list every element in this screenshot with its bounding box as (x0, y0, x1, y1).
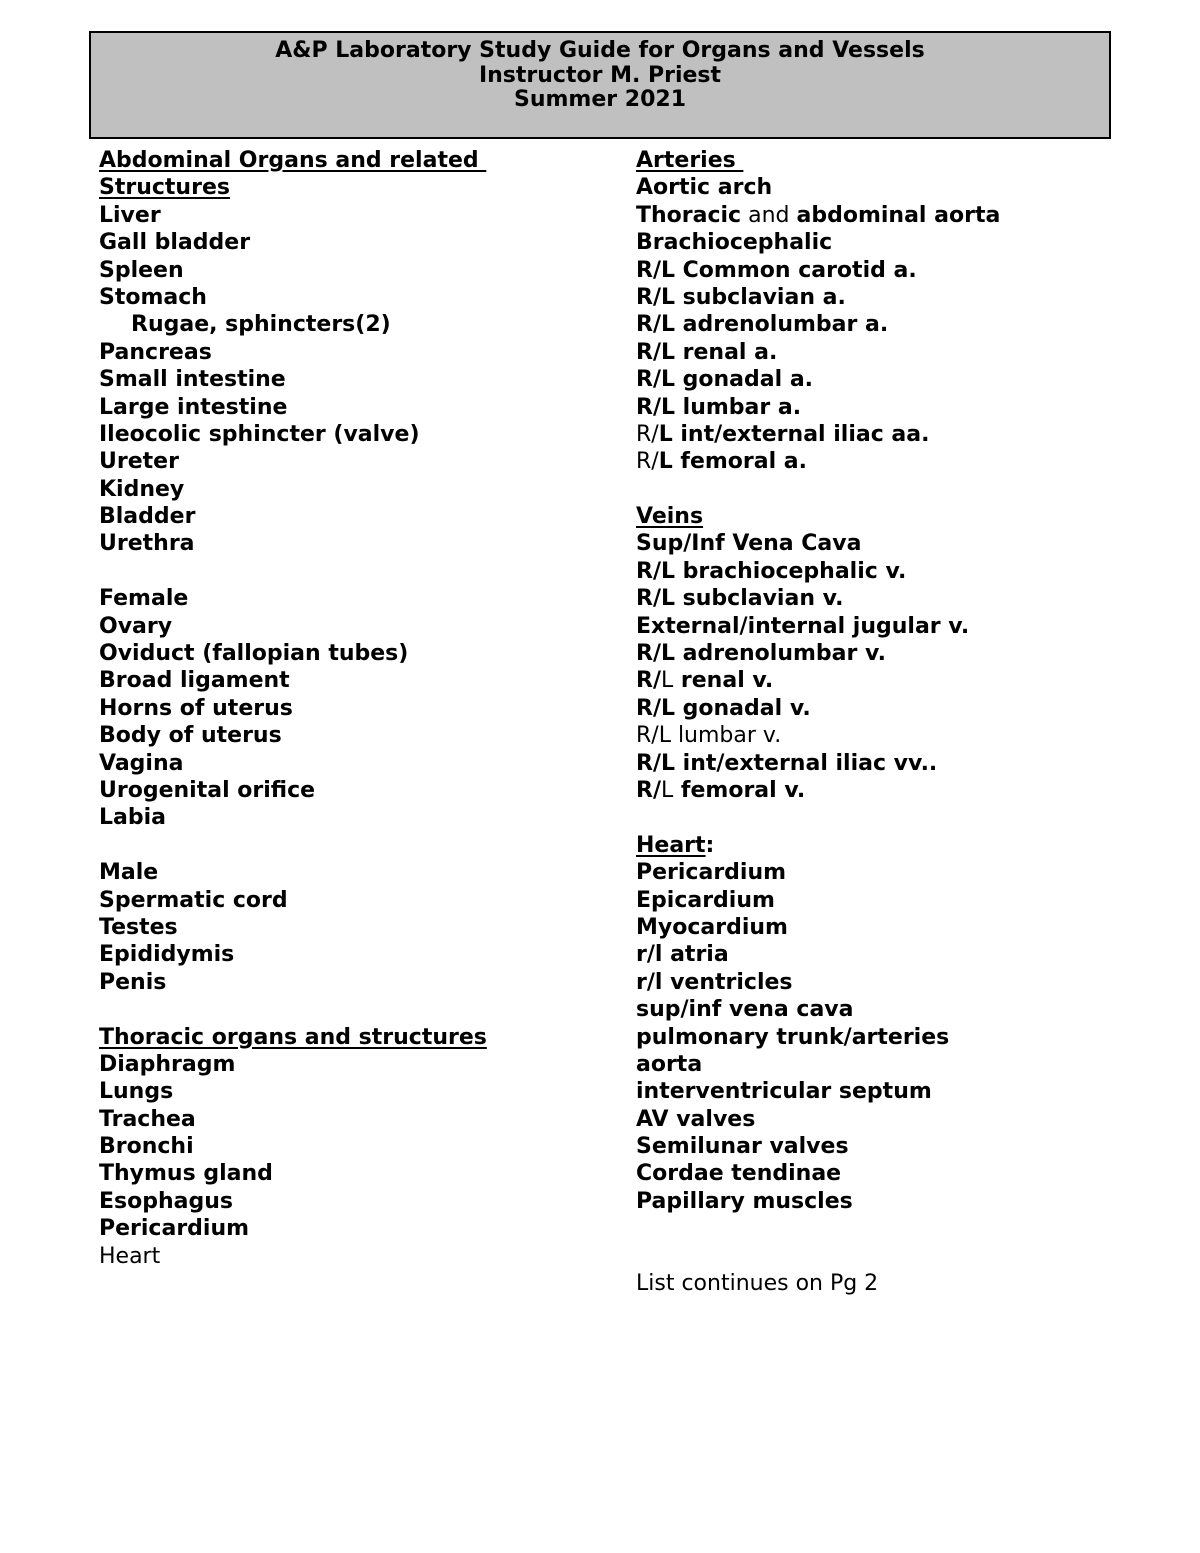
list-item: Ovary (99, 613, 173, 639)
iliac-aa-rest: L int/external iliac aa. (658, 421, 930, 447)
list-item: Esophagus (99, 1188, 233, 1214)
spacer (99, 558, 619, 585)
list-item: Small intestine (99, 367, 286, 393)
list-item: Oviduct (fallopian tubes) (99, 641, 409, 667)
list-item-renal-v (636, 667, 1156, 694)
list-item: Testes (99, 914, 178, 940)
heart-heading-colon: : (705, 832, 715, 858)
list-item: Bronchi (99, 1134, 194, 1160)
list-item: Spermatic cord (99, 887, 288, 913)
list-item: pulmonary trunk/arteries (636, 1024, 950, 1050)
list-item: Brachiocephalic (636, 230, 833, 256)
heart-heading (636, 832, 1156, 859)
femoral-a-prefix: R/ (636, 449, 659, 475)
right-column (636, 147, 1156, 1297)
list-item: Papillary muscles (636, 1188, 853, 1214)
list-item: Myocardium (636, 914, 788, 940)
list-item: R/L gonadal a. (636, 367, 814, 393)
list-item-heart: Heart (99, 1243, 161, 1269)
list-item: Cordae tendinae (636, 1161, 842, 1187)
list-item: Body of uterus (99, 723, 282, 749)
list-item: R/L lumbar a. (636, 394, 802, 420)
stomach-subitem: Rugae, sphincters(2) (131, 312, 391, 338)
list-item-iliac-aa (636, 421, 1156, 448)
list-item: Pericardium (99, 1216, 250, 1242)
heart-heading-text: Heart (636, 832, 706, 858)
document-title: A&P Laboratory Study Guide for Organs and Vessels (275, 38, 925, 63)
list-item: R/L int/external iliac vv.. (636, 750, 938, 776)
list-item-femoral-v (636, 777, 1156, 804)
femoral-v-c: femoral v. (673, 777, 806, 803)
thoracic-heading: Thoracic organs and structures (99, 1024, 487, 1050)
list-item: Sup/Inf Vena Cava (636, 531, 862, 557)
abdominal-heading: Abdominal Organs and related (99, 148, 487, 173)
list-item: R/L subclavian v. (636, 586, 844, 612)
abdominal-heading-cont: Structures (99, 175, 230, 201)
list-item: Spleen (99, 257, 184, 283)
list-item: Vagina (99, 750, 184, 776)
continues-note: List continues on Pg 2 (636, 1271, 879, 1297)
list-item: Stomach (99, 284, 207, 310)
list-item: Horns of uterus (99, 695, 293, 721)
arteries-heading: Arteries (636, 148, 744, 173)
renal-v-b: L (660, 668, 674, 694)
list-item: Pericardium (636, 860, 787, 886)
list-item: aorta (636, 1051, 703, 1077)
list-item: R/L renal a. (636, 339, 778, 365)
list-item: Labia (99, 805, 166, 831)
list-item: Aortic arch (636, 175, 773, 201)
list-item: R/L brachiocephalic v. (636, 558, 907, 584)
spacer (99, 996, 619, 1023)
iliac-aa-prefix: R/ (636, 421, 659, 447)
list-item: Ureter (99, 449, 179, 475)
list-item: Lungs (99, 1079, 174, 1105)
list-item: Epididymis (99, 942, 235, 968)
list-item: interventricular septum (636, 1079, 932, 1105)
list-item: Kidney (99, 476, 185, 502)
femoral-v-b: L (660, 777, 674, 803)
list-item: Diaphragm (99, 1051, 236, 1077)
list-item: Urogenital orifice (99, 777, 316, 803)
list-item: Gall bladder (99, 230, 251, 256)
list-item: Semilunar valves (636, 1134, 849, 1160)
list-item: Bladder (99, 504, 196, 530)
list-item-femoral-a (636, 448, 1156, 475)
list-item-lumbar-v: R/L lumbar v. (636, 723, 782, 749)
list-item: R/L Common carotid a. (636, 257, 917, 283)
female-heading: Female (99, 586, 189, 612)
term-label: Summer 2021 (513, 87, 686, 112)
spacer (636, 804, 1156, 831)
list-item: Trachea (99, 1106, 196, 1132)
list-item: AV valves (636, 1106, 756, 1132)
list-item: R/L subclavian a. (636, 284, 846, 310)
left-column (99, 147, 619, 1270)
veins-heading: Veins (636, 504, 704, 530)
aorta-part-a: Thoracic (636, 202, 742, 228)
list-item: R/L adrenolumbar v. (636, 641, 886, 667)
list-item: R/L adrenolumbar a. (636, 312, 889, 338)
list-item-aorta (636, 202, 1156, 229)
title-header-box (89, 31, 1111, 139)
aorta-part-b: abdominal aorta (796, 202, 1001, 228)
list-item: Thymus gland (99, 1161, 273, 1187)
list-item: R/L gonadal v. (636, 695, 811, 721)
femoral-v-a: R/ (636, 777, 661, 803)
list-item: r/l ventricles (636, 969, 793, 995)
renal-v-a: R/ (636, 668, 661, 694)
spacer (636, 1243, 1156, 1270)
list-item: Pancreas (99, 339, 212, 365)
list-item: r/l atria (636, 942, 729, 968)
list-item: Liver (99, 202, 161, 228)
femoral-a-rest: L femoral a. (658, 449, 808, 475)
list-item: External/internal jugular v. (636, 613, 970, 639)
list-item: sup/inf vena cava (636, 997, 854, 1023)
renal-v-c: renal v. (673, 668, 774, 694)
list-item: Urethra (99, 531, 195, 557)
spacer (636, 1215, 1156, 1242)
list-item: Ileocolic sphincter (valve) (99, 421, 420, 447)
instructor-name: Instructor M. Priest (478, 62, 722, 88)
list-item: Penis (99, 969, 167, 995)
list-item: Large intestine (99, 394, 288, 420)
aorta-and: and (741, 202, 797, 228)
list-item: Broad ligament (99, 668, 290, 694)
spacer (636, 476, 1156, 503)
spacer (99, 832, 619, 859)
list-item: Epicardium (636, 887, 775, 913)
male-heading: Male (99, 860, 159, 886)
